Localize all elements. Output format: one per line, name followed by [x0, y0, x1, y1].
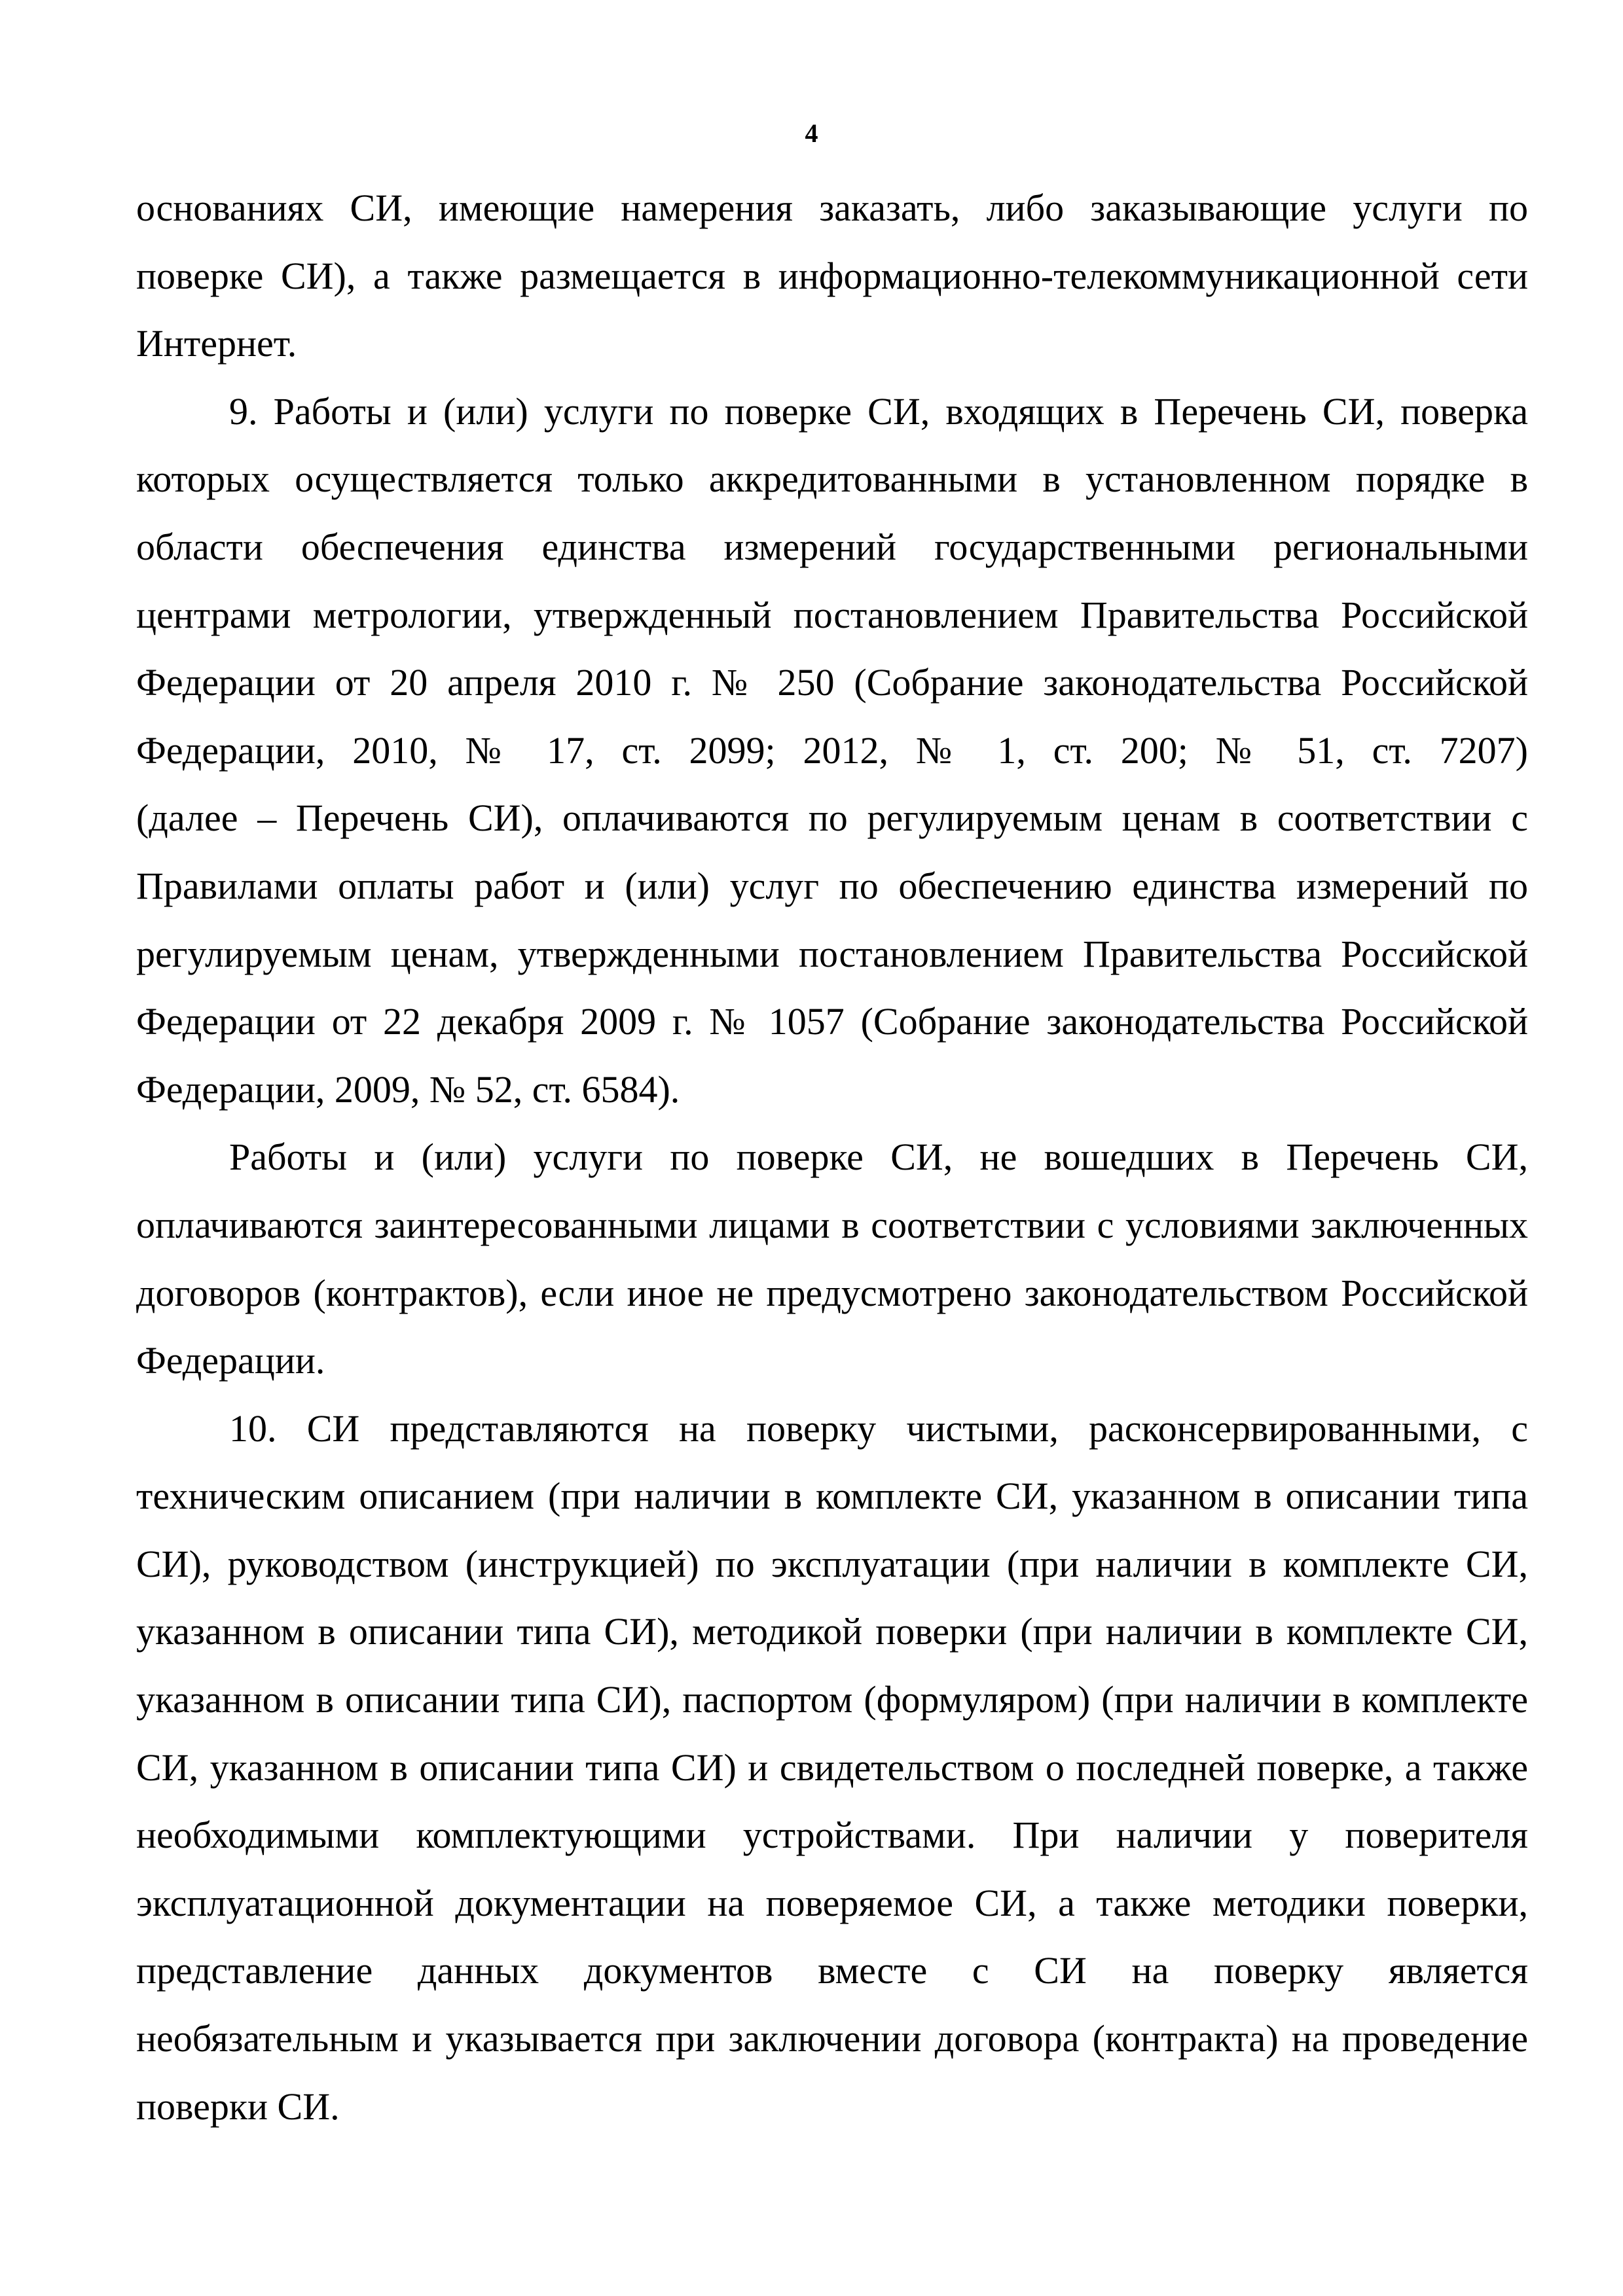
- text-line: СИ), руководством (инструкцией) по эксплуатации (при наличии в комплекте СИ,: [136, 1542, 1528, 1585]
- document-body: [136, 174, 1528, 2140]
- text-line: Федерации, 2009, № 52, ст. 6584).: [136, 1067, 680, 1111]
- text-line: центрами метрологии, утвержденный постановлением Правительства Российской: [136, 593, 1528, 636]
- paragraph: [136, 174, 1528, 378]
- text-line: оплачиваются заинтересованными лицами в соответствии с условиями заключенных: [136, 1203, 1528, 1246]
- text-line: СИ, указанном в описании типа СИ) и свидетельством о последней поверке, а также: [136, 1746, 1528, 1789]
- text-line: поверке СИ), а также размещается в информационно-телекоммуникационной сети: [136, 254, 1528, 297]
- text-line: поверки СИ.: [136, 2085, 340, 2128]
- text-line: Правилами оплаты работ и (или) услуг по обеспечению единства измерений по: [136, 864, 1528, 907]
- text-line: Интернет.: [136, 322, 297, 365]
- paragraph: [136, 378, 1528, 1124]
- text-line: представление данных документов вместе с СИ на поверку является: [136, 1949, 1528, 1992]
- page-number: 4: [805, 118, 818, 148]
- paragraph: [136, 1395, 1528, 2141]
- text-line: Работы и (или) услуги по поверке СИ, не вошедших в Перечень СИ,: [229, 1136, 1528, 1179]
- text-line: техническим описанием (при наличии в комплекте СИ, указанном в описании типа: [136, 1475, 1528, 1518]
- text-line: Федерации, 2010, № 17, ст. 2099; 2012, № 1, ст. 200; № 51, ст. 7207): [136, 728, 1528, 772]
- paragraph: [136, 1123, 1528, 1394]
- text-line: Федерации.: [136, 1339, 325, 1382]
- text-line: Федерации от 22 декабря 2009 г. № 1057 (Собрание законодательства Российской: [136, 1000, 1528, 1043]
- text-line: эксплуатационной документации на поверяемое СИ, а также методики поверки,: [136, 1881, 1528, 1924]
- text-line: (далее – Перечень СИ), оплачиваются по регулируемым ценам в соответствии с: [136, 797, 1528, 840]
- text-line: указанном в описании типа СИ), методикой поверки (при наличии в комплекте СИ,: [136, 1610, 1528, 1653]
- text-line: необязательным и указывается при заключении договора (контракта) на проведение: [136, 2017, 1528, 2060]
- text-line: 10. СИ представляются на поверку чистыми, расконсервированными, с: [229, 1407, 1528, 1450]
- text-line: области обеспечения единства измерений государственными региональными: [136, 525, 1528, 568]
- text-line: которых осуществляется только аккредитованными в установленном порядке в: [136, 457, 1528, 501]
- text-line: договоров (контрактов), если иное не предусмотрено законодательством Российской: [136, 1271, 1528, 1314]
- text-line: основаниях СИ, имеющие намерения заказать, либо заказывающие услуги по: [136, 187, 1528, 229]
- text-line: необходимыми комплектующими устройствами. При наличии у поверителя: [136, 1814, 1528, 1857]
- text-line: Федерации от 20 апреля 2010 г. № 250 (Собрание законодательства Российской: [136, 661, 1528, 704]
- text-line: указанном в описании типа СИ), паспортом (формуляром) (при наличии в комплекте: [136, 1678, 1528, 1721]
- text-line: 9. Работы и (или) услуги по поверке СИ, входящих в Перечень СИ, поверка: [229, 389, 1528, 433]
- text-line: регулируемым ценам, утвержденными постановлением Правительства Российской: [136, 932, 1528, 975]
